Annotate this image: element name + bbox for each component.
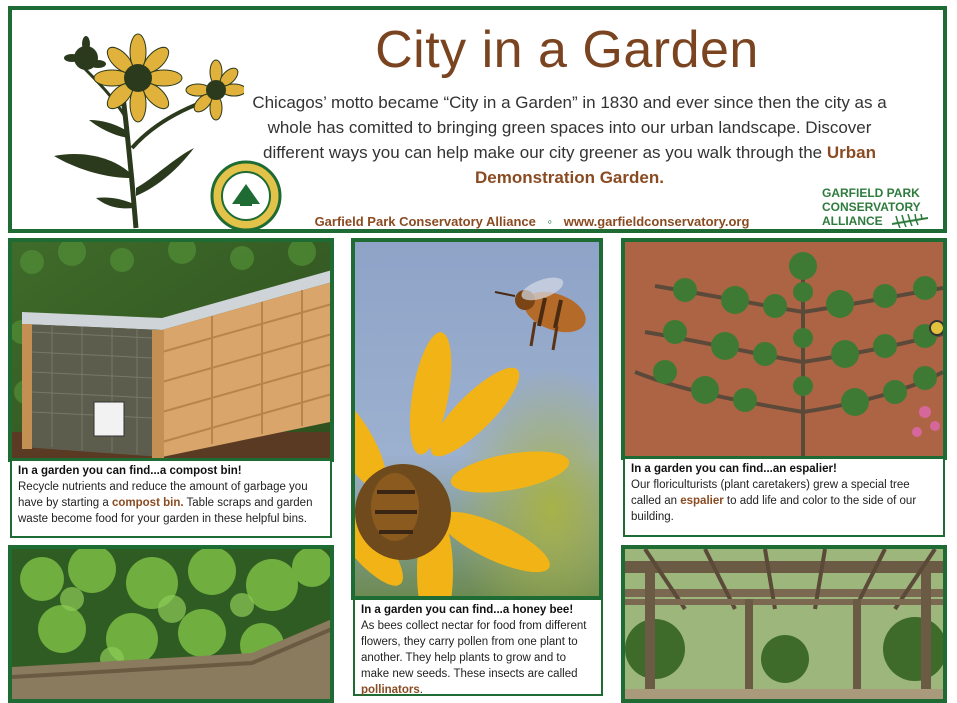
compost-heading: In a garden you can find...a compost bin! [18,465,242,477]
bee-heading: In a garden you can find...a honey bee! [361,604,574,616]
compost-text: Recycle nutrients and reduce the amount of garbage you have by starting a compost bin. Table scraps and garden waste become food for your garden in these helpful bins. [18,481,313,525]
logo-line-3: ALLIANCE [822,214,883,228]
intro-text: Chicagos’ motto became “City in a Garden” in 1830 and ever since then the city as a whole has comitted to bringing green spaces into our urban landscape. Discover different ways you can help make our city greener as you walk through the [252,93,887,162]
footer-line [262,214,802,229]
header-panel [8,6,947,233]
footer-url[interactable]: www.garfieldconservatory.org [563,214,750,229]
espalier-highlight: espalier [680,495,724,507]
footer-org: Garfield Park Conservatory Alliance [314,214,536,229]
bee-text: As bees collect nectar for food from different flowers, they carry pollen from one plant to another. They help plants to grow and to make new seeds. These insects are called pollinators. [361,620,587,696]
compost-highlight: compost bin. [111,497,184,509]
bee-caption [353,598,603,696]
espalier-text: Our floriculturists (plant caretakers) grew a special tree called an espalier to add life and color to the side of our building. [631,479,917,523]
page-title: City in a Garden [375,21,759,79]
honey-bee-photo [351,238,603,600]
fern-icon [892,214,928,228]
footer-separator: ◦ [547,214,553,229]
espalier-photo [621,238,947,460]
logo-line-1: GARFIELD PARK [822,186,920,200]
logo-line-2: CONSERVATORY [822,200,921,214]
espalier-heading: In a garden you can find...an espalier! [631,463,837,475]
carrot-bed-photo [8,545,334,703]
compost-photo [8,238,334,462]
pergola-photo [621,545,947,703]
espalier-caption [623,457,945,537]
intro-paragraph [252,90,887,190]
bee-highlight: pollinators [361,684,420,696]
intro-highlight: Urban Demonstration Garden. [475,143,876,187]
compost-caption [10,459,332,538]
